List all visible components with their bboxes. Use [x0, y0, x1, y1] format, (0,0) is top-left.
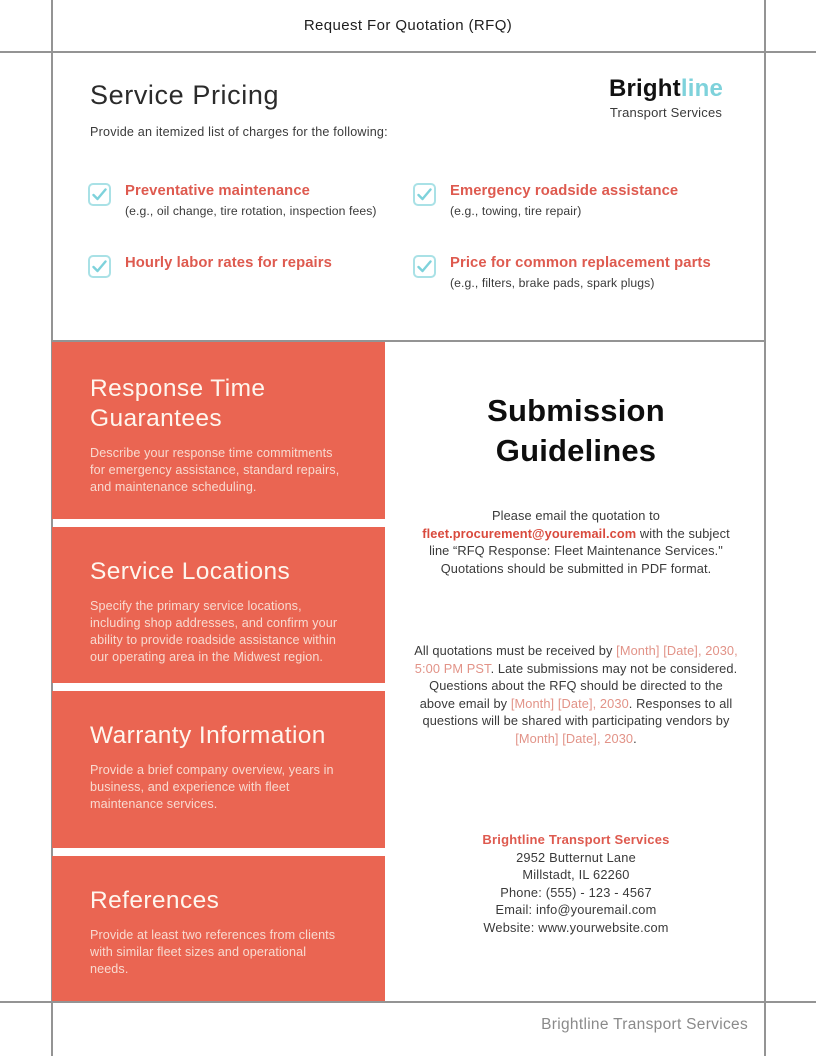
section-title: Response Time Guarantees [90, 375, 266, 432]
checkmark-icon [417, 188, 432, 201]
contact-website: Website: www.yourwebsite.com [483, 919, 669, 935]
checklist-item-hourly-labor [88, 254, 423, 278]
checkmark-icon [417, 260, 432, 273]
section-response-time-guarantees [52, 342, 385, 519]
section-body: Provide at least two references from clients with similar fleet sizes and operational needs. [90, 927, 336, 976]
checklist-item-text [450, 182, 678, 221]
section-body: Provide a brief company overview, years in business, and experience with fleet maintenance services. [90, 762, 334, 811]
page-grid-line-bottom [0, 1001, 816, 1003]
checkbox-checked-icon[interactable] [88, 255, 111, 278]
checklist-item-text [125, 182, 377, 221]
page-grid-line-top [0, 51, 816, 53]
section-body: Specify the primary service locations, including shop addresses, and confirm your ability to provide roadside assistance within our operating area in the Midwest region. [90, 598, 338, 664]
contact-address-line2: Millstadt, IL 62260 [522, 867, 630, 882]
section-warranty-information [52, 691, 385, 848]
logo-tagline: Transport Services [609, 105, 723, 121]
checklist-item-emergency-roadside [413, 182, 748, 221]
service-pricing-intro: Provide an itemized list of charges for the following: [90, 125, 388, 139]
contact-block [412, 831, 740, 936]
submission-email-paragraph: Please email the quotation to fleet.procurement@youremail.com with the subject line “RFQ Response: Fleet Maintenance Services." Quotations should be submitted in PDF format. [422, 508, 730, 576]
brand-logo [595, 76, 737, 120]
section-title: Service Locations [90, 558, 291, 585]
checklist-item-text [450, 254, 711, 293]
contact-company-name: Brightline Transport Services [482, 832, 670, 847]
checklist-item-label: Emergency roadside assistance [450, 183, 679, 199]
submission-guidelines-title: Submission Guidelines [487, 393, 665, 468]
logo-text-bright: Bright [608, 75, 681, 102]
document-header [0, 0, 816, 51]
checkbox-checked-icon[interactable] [413, 183, 436, 206]
checklist-item-note: (e.g., filters, brake pads, spark plugs) [450, 276, 655, 291]
checkbox-checked-icon[interactable] [88, 183, 111, 206]
footer-company-name: Brightline Transport Services [541, 1016, 748, 1033]
checklist-item-label: Preventative maintenance [125, 183, 310, 199]
checklist-item-label: Price for common replacement parts [450, 255, 711, 271]
page-grid-line-right [764, 0, 766, 1056]
checkmark-icon [92, 188, 107, 201]
checkmark-icon [92, 260, 107, 273]
section-service-locations [52, 527, 385, 683]
section-body: Describe your response time commitments for emergency assistance, standard repairs, and maintenance scheduling. [90, 445, 340, 494]
contact-address-line1: 2952 Butternut Lane [516, 849, 636, 865]
logo-wordmark [595, 76, 737, 102]
checklist-item-note: (e.g., oil change, tire rotation, inspection fees) [125, 204, 377, 219]
service-pricing-title: Service Pricing [90, 80, 280, 110]
contact-email: Email: info@youremail.com [495, 902, 657, 917]
contact-phone: Phone: (555) - 123 - 4567 [500, 884, 652, 900]
checklist-item-text [125, 254, 332, 275]
checkbox-checked-icon[interactable] [413, 255, 436, 278]
submission-deadline-paragraph: All quotations must be received by [Month] [Date], 2030, 5:00 PM PST. Late submissions may not be considered. Questions about the RFQ should be directed to the above email by [Month] [Date], 2030. Responses to all questions will be shared with participating vendors by [Month] [Date], 2030. [414, 643, 738, 746]
checklist-item-note: (e.g., towing, tire repair) [450, 204, 582, 219]
document-title: Request For Quotation (RFQ) [303, 17, 513, 34]
section-title: Warranty Information [90, 722, 326, 749]
checklist-item-label: Hourly labor rates for repairs [125, 255, 332, 271]
section-title: References [90, 887, 220, 914]
logo-text-line: line [680, 75, 723, 102]
checklist-item-replacement-parts [413, 254, 748, 293]
checklist-item-preventative-maintenance [88, 182, 393, 221]
section-references [52, 856, 385, 1001]
